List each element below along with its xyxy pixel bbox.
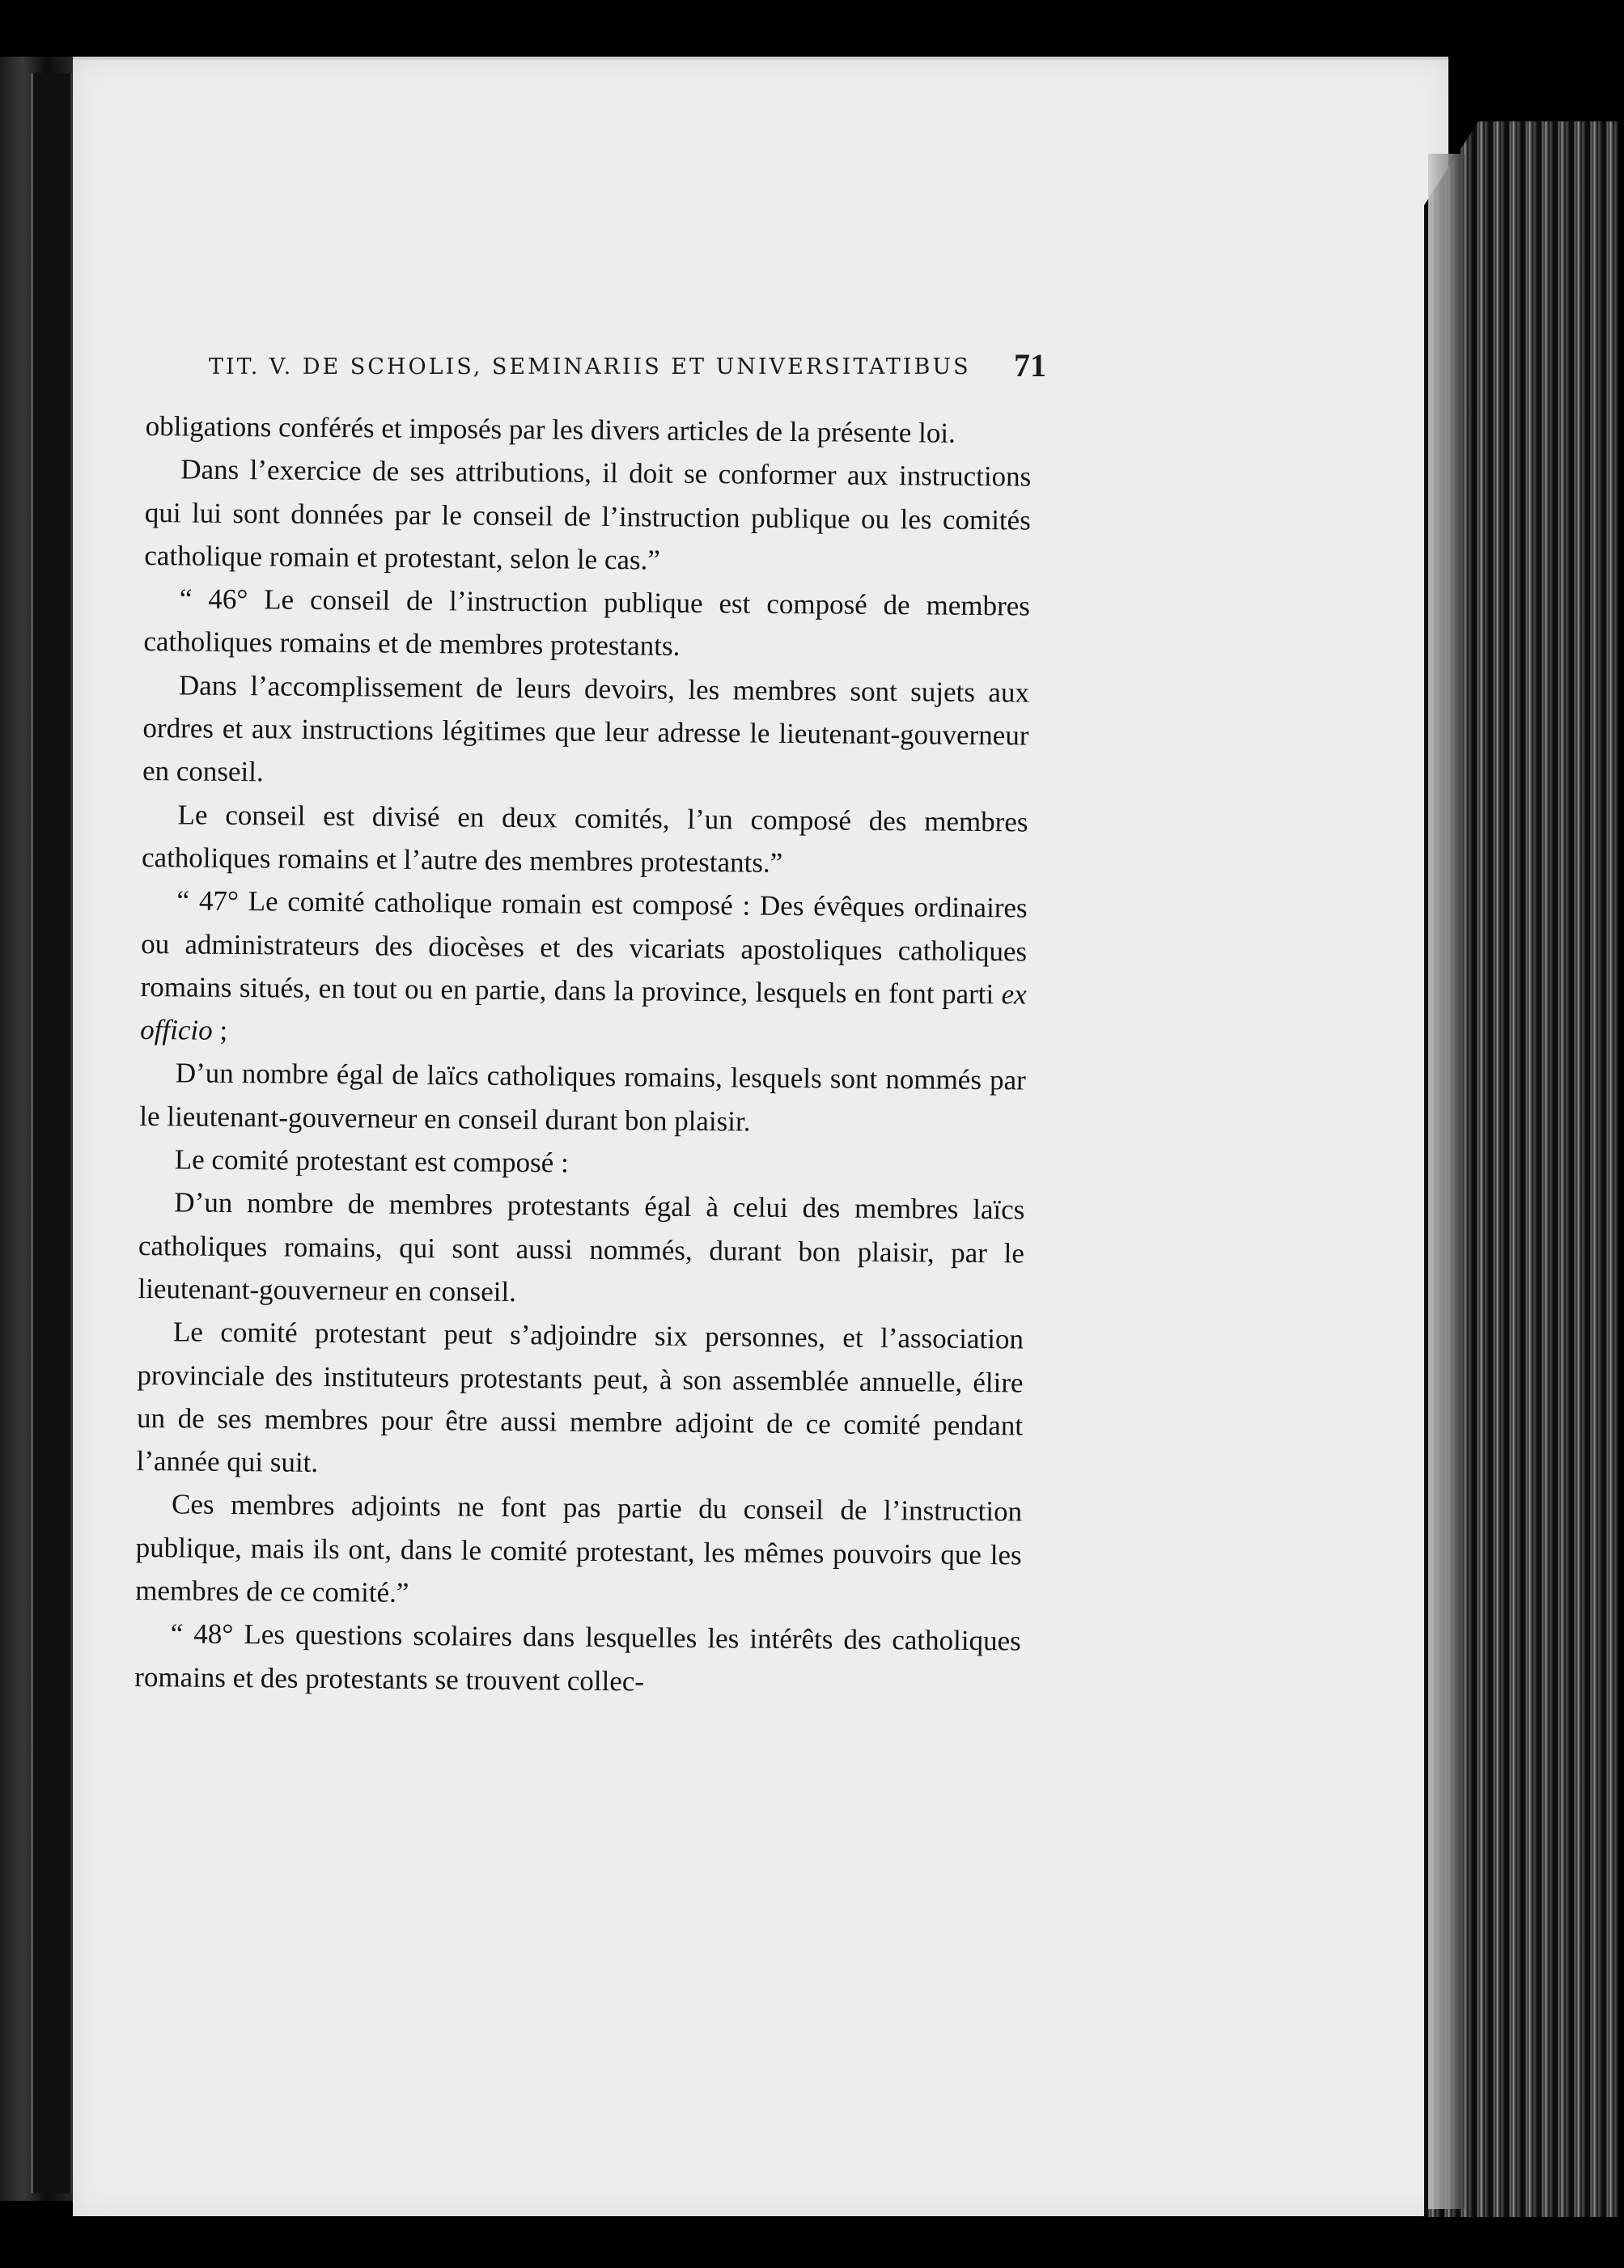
paragraph-9: D’un nombre de membres protestants égal à celui des membres laïcs catholiques romains, qui sont aussi nommés, durant bon plaisir, par le lieutenant-gouverneur en conseil. [138,1186,1025,1308]
page-body [134,405,1032,1706]
paragraph-6-text: “ 47° Le comité catholique romain est composé : Des évêques ordinaires ou administrateurs des diocèses et des vicariats apostoliques catholiques romains situés, en tout ou en partie, dans la province, lesquels en font parti [140,884,1028,1011]
paragraph-6-end: ; [212,1014,228,1047]
paragraph-10: Le comité protestant peut s’adjoindre six personnes, et l’association provinciale des instituteurs protestants peut, à son assemblée annuelle, élire un de ses membres pour être aussi membre adjoint de ce comité pendant l’année qui suit. [136,1316,1024,1479]
page-number: 71 [1014,347,1046,384]
paragraph-4: Dans l’accomplissement de leurs devoirs, les membres sont sujets aux ordres et aux instructions légitimes que leur adresse le lieutenant-gouverneur en conseil. [142,669,1030,788]
paragraph-5: Le conseil est divisé en deux comités, l’un composé des membres catholiques romains et l’autre des membres protestants.” [141,799,1028,879]
page-stack-edge [1428,154,1465,2209]
paragraph-6 [140,879,1028,1059]
latin-phrase: ex officio [140,978,1027,1046]
paragraph-3: “ 46° Le conseil de l’instruction publique est composé de membres catholiques romains et de membres protestants. [143,583,1031,663]
paragraph-1: obligations conférés et imposés par les divers articles de la présente loi. [145,409,956,449]
paragraph-8: Le comité protestant est composé : [174,1143,569,1179]
running-title: TIT. V. DE SCHOLIS, SEMINARIIS ET UNIVERSITATIBUS [209,354,971,379]
paragraph-12: “ 48° Les questions scolaires dans lesquelles les intérêts des catholiques romains et des protestants se trouvent collec- [134,1617,1021,1698]
running-header [209,346,1046,395]
book-binding-edge [31,73,72,2193]
paragraph-11: Ces membres adjoints ne font pas partie du conseil de l’instruction publique, mais ils ont, dans le comité protestant, les mêmes pouvoirs que les membres de ce comité.” [135,1488,1023,1609]
paragraph-2: Dans l’exercice de ses attributions, il doit se conformer aux instructions qui lui sont données par le conseil de l’instruction publique ou les comités catholique romain et protestant, selon le cas.” [144,453,1032,576]
paragraph-7: D’un nombre égal de laïcs catholiques romains, lesquels sont nommés par le lieutenant-gouverneur en conseil durant bon plaisir. [139,1057,1026,1138]
